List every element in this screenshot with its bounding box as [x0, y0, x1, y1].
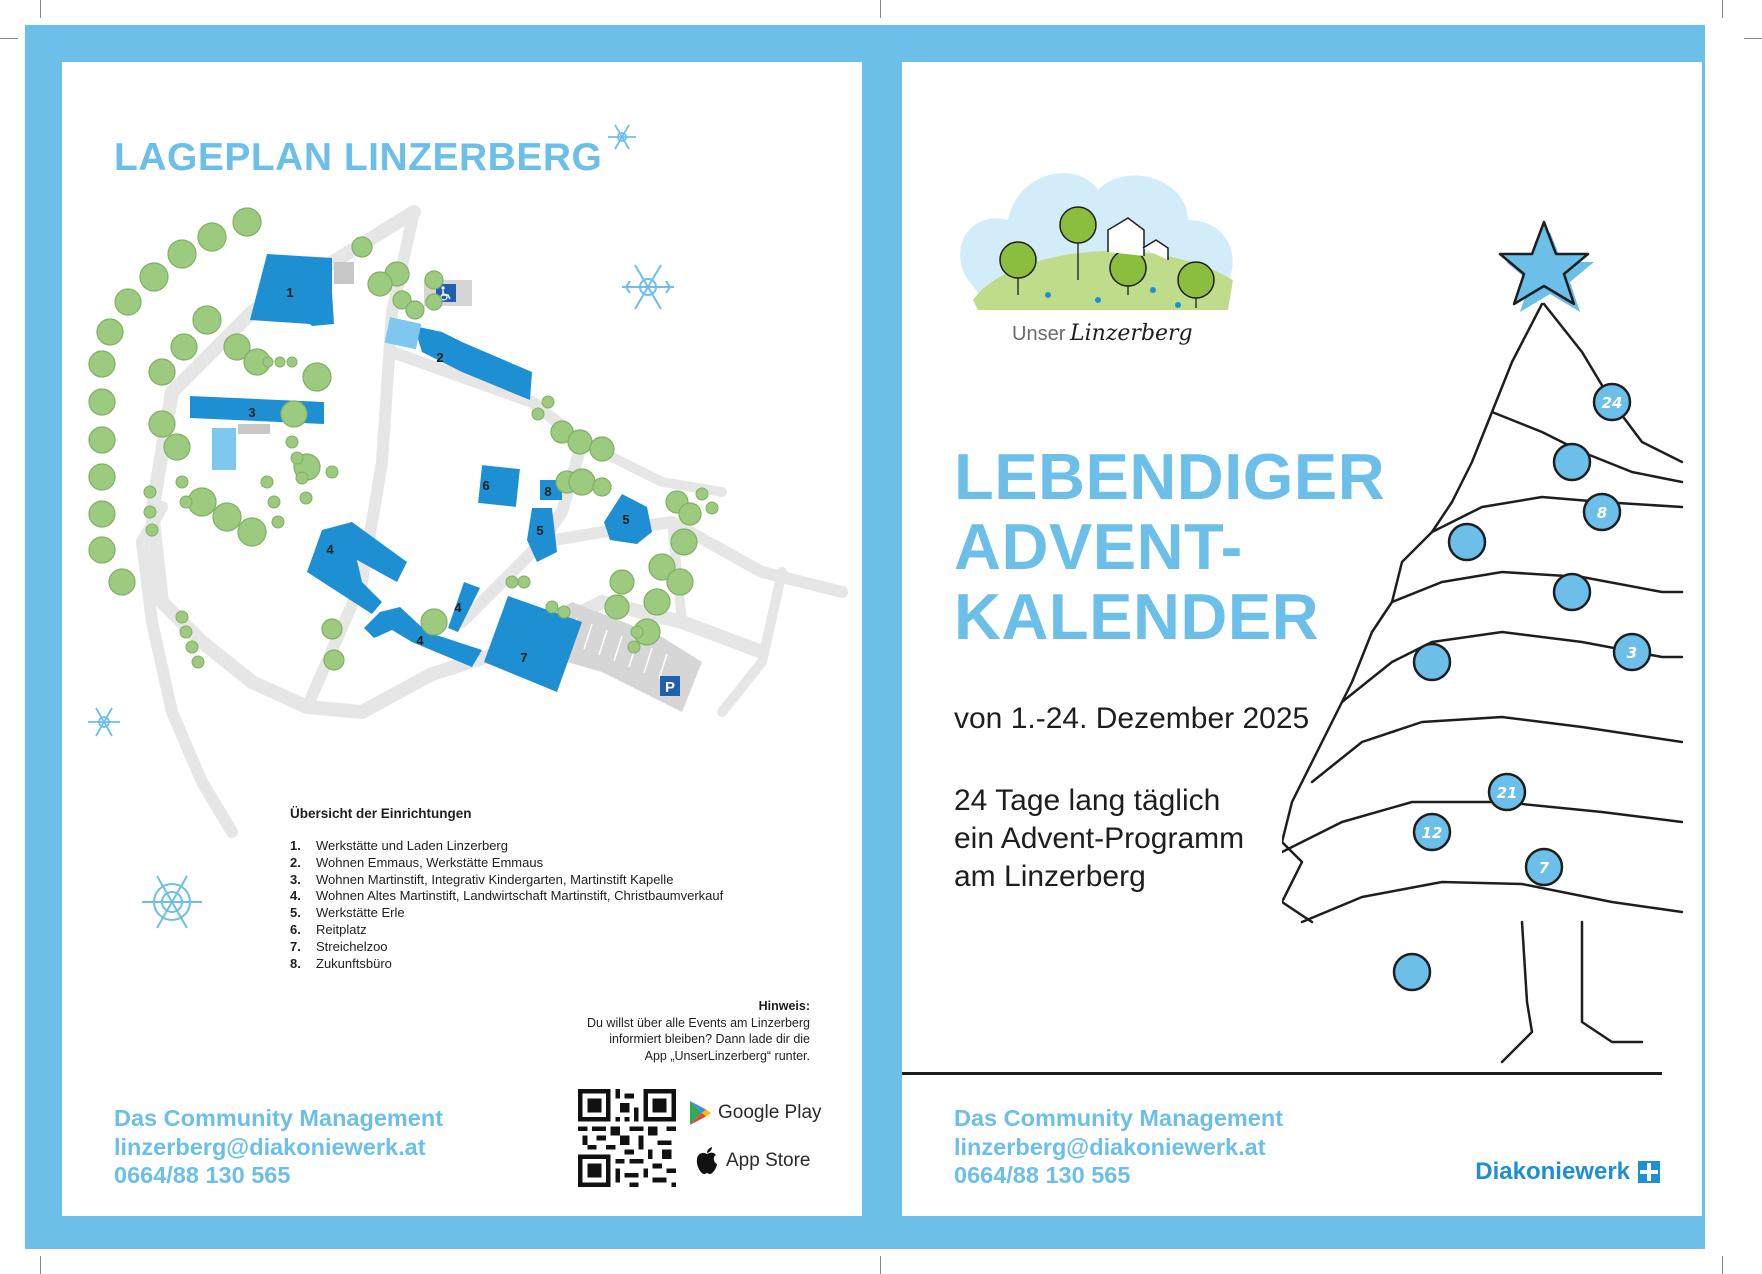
- legend-item: 5. Werkstätte Erle: [290, 905, 405, 921]
- legend-item: 8. Zukunftsbüro: [290, 955, 392, 971]
- diakoniewerk-logo-icon: [1638, 1161, 1660, 1183]
- snowflake-icon: [622, 265, 674, 309]
- svg-text:7: 7: [520, 650, 528, 665]
- legend-item: 6. Reitplatz: [290, 921, 367, 937]
- snowflake-icon: [142, 876, 202, 928]
- divider: [902, 1072, 1662, 1075]
- svg-text:8: 8: [544, 484, 552, 499]
- svg-text:Linzerberg: Linzerberg: [1070, 321, 1193, 346]
- legend-item: 2. Wohnen Emmaus, Werkstätte Emmaus: [290, 854, 544, 870]
- app-store-badge[interactable]: [694, 1146, 811, 1176]
- svg-text:3: 3: [1626, 644, 1638, 662]
- date-range: von 1.-24. Dezember 2025: [954, 702, 1310, 735]
- hint-title: Hinweis:: [758, 999, 810, 1013]
- svg-text:4: 4: [416, 633, 424, 648]
- crop-mark: [1722, 0, 1723, 18]
- snowflake-icon: [608, 125, 636, 149]
- crop-mark: [40, 0, 41, 18]
- map-page: [62, 62, 862, 1216]
- svg-text:P: P: [664, 679, 676, 696]
- contact-phone[interactable]: 0664/88 130 565: [114, 1162, 291, 1188]
- christmas-tree-illustration: [1282, 162, 1702, 1082]
- svg-text:21: 21: [1496, 784, 1518, 802]
- google-play-label: Google Play: [718, 1102, 822, 1123]
- legend-item: 3. Wohnen Martinstift, Integrativ Kindergarten, Martinstift Kapelle: [290, 871, 674, 887]
- ornaments: [1394, 384, 1650, 990]
- svg-text:7: 7: [1538, 859, 1550, 877]
- page-title: LEBENDIGER ADVENT- KALENDER: [954, 440, 1386, 653]
- svg-text:8: 8: [1596, 504, 1608, 522]
- legend-item: 4. Wohnen Altes Martinstift, Landwirtschaft Martinstift, Christbaumverkauf: [290, 888, 724, 904]
- building-4a: [307, 522, 407, 614]
- svg-text:2: 2: [436, 350, 444, 365]
- contact-block: [954, 1104, 1283, 1190]
- contact-phone[interactable]: 0664/88 130 565: [954, 1162, 1131, 1188]
- program-description: 24 Tage lang täglich ein Advent-Programm am Linzerberg: [954, 784, 1245, 893]
- svg-text:12: 12: [1421, 824, 1443, 842]
- legend-item: 7. Streichelzoo: [290, 938, 388, 954]
- svg-text:6: 6: [482, 478, 490, 493]
- crop-mark: [1722, 1256, 1723, 1274]
- svg-text:4: 4: [326, 542, 334, 557]
- snowflake-icon: [88, 708, 120, 736]
- hint-line: informiert bleiben? Dann lade dir die: [609, 1032, 810, 1046]
- brand-name: Diakoniewerk: [1475, 1158, 1630, 1185]
- svg-text:5: 5: [536, 523, 544, 538]
- legend-item: 1. Werkstätte und Laden Linzerberg: [290, 838, 508, 853]
- trees: [89, 208, 701, 670]
- star-icon: [1500, 222, 1594, 312]
- crop-mark: [880, 1256, 881, 1274]
- contact-block: [114, 1104, 443, 1190]
- hint-line: Du willst über alle Events am Linzerberg: [586, 1015, 810, 1030]
- google-play-icon: [688, 1100, 712, 1126]
- crop-mark: [1744, 38, 1762, 39]
- contact-email[interactable]: linzerberg@diakoniewerk.at: [954, 1133, 1266, 1160]
- hint-line: App „UnserLinzerberg“ runter.: [644, 1048, 810, 1063]
- app-hint: [510, 998, 810, 1064]
- svg-text:5: 5: [622, 512, 630, 527]
- contact-name: Das Community Management: [954, 1105, 1284, 1131]
- svg-text:1: 1: [286, 285, 294, 300]
- google-play-badge[interactable]: [688, 1100, 822, 1126]
- svg-text:Unser: Unser: [1012, 323, 1066, 345]
- qr-code[interactable]: [578, 1089, 676, 1187]
- crop-mark: [880, 0, 881, 18]
- cover-page: [902, 62, 1702, 1216]
- crop-mark: [0, 38, 18, 39]
- contact-email[interactable]: linzerberg@diakoniewerk.at: [114, 1133, 426, 1160]
- svg-text:4: 4: [454, 600, 462, 615]
- unser-linzerberg-logo: [948, 130, 1248, 350]
- crop-mark: [40, 1256, 41, 1274]
- legend-title: Übersicht der Einrichtungen: [290, 806, 472, 821]
- facilities-legend: [290, 806, 723, 972]
- contact-name: Das Community Management: [114, 1105, 444, 1131]
- apple-icon: [694, 1146, 720, 1176]
- page-title: LAGEPLAN LINZERBERG: [114, 136, 603, 179]
- app-store-label: App Store: [726, 1150, 811, 1171]
- svg-text:24: 24: [1601, 394, 1623, 412]
- svg-text:3: 3: [248, 405, 256, 420]
- diakoniewerk-logo: [1475, 1158, 1660, 1186]
